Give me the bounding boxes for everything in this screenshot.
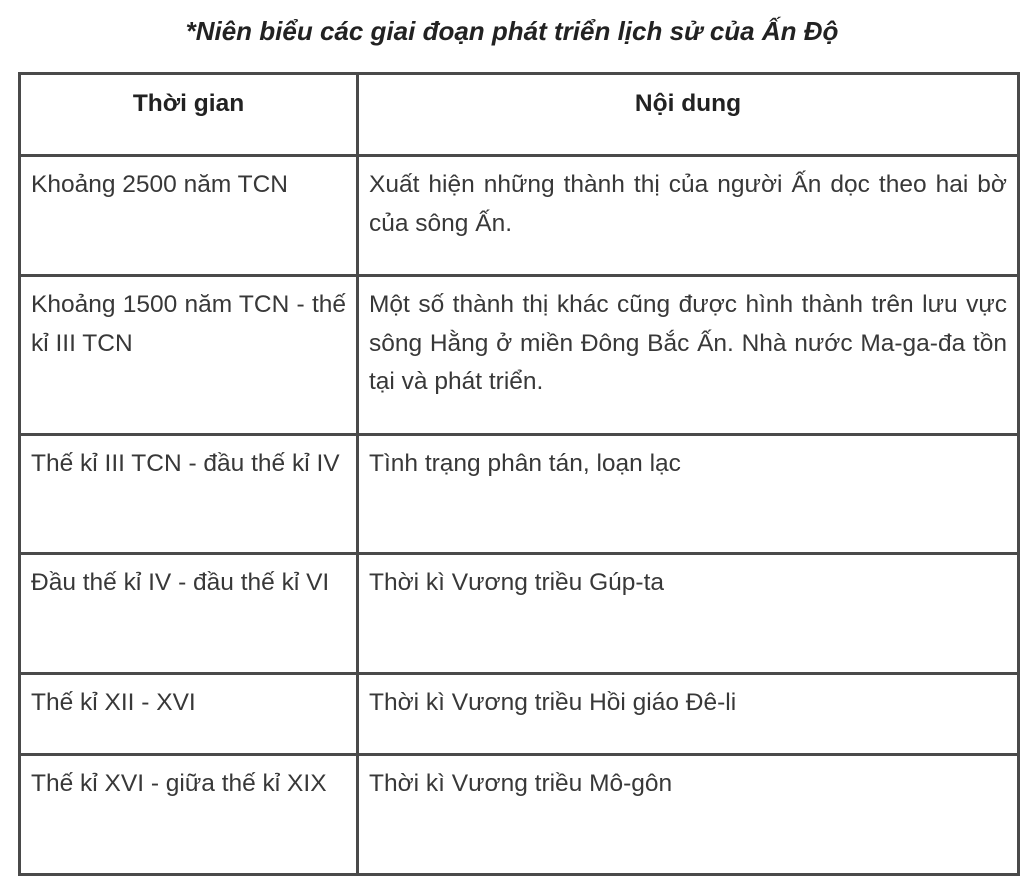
header-content: Nội dung: [358, 74, 1019, 156]
cell-time: Khoảng 2500 năm TCN: [20, 156, 358, 276]
table-row: [20, 674, 1019, 755]
table-row: [20, 156, 1019, 276]
header-time: Thời gian: [20, 74, 358, 156]
table-header-row: [20, 74, 1019, 156]
cell-time: Thế kỉ XII - XVI: [20, 674, 358, 755]
cell-time: Thế kỉ XVI - giữa thế kỉ XIX: [20, 755, 358, 875]
document-title: *Niên biểu các giai đoạn phát triển lịch sử của Ấn Độ: [185, 16, 839, 46]
table-row: [20, 554, 1019, 674]
cell-time: Đầu thế kỉ IV - đầu thế kỉ VI: [20, 554, 358, 674]
cell-content: Một số thành thị khác cũng được hình thành trên lưu vực sông Hằng ở miền Đông Bắc Ấn. Nhà nước Ma-ga-đa tồn tại và phát triển.: [358, 276, 1019, 435]
cell-time: Thế kỉ III TCN - đầu thế kỉ IV: [20, 435, 358, 554]
cell-time: Khoảng 1500 năm TCN - thế kỉ III TCN: [20, 276, 358, 435]
table-row: [20, 435, 1019, 554]
cell-content: Xuất hiện những thành thị của người Ấn dọc theo hai bờ của sông Ấn.: [358, 156, 1019, 276]
table-row: [20, 755, 1019, 875]
cell-content: Thời kì Vương triều Mô-gôn: [358, 755, 1019, 875]
chronology-table: [18, 72, 1020, 876]
table-row: [20, 276, 1019, 435]
cell-content: Tình trạng phân tán, loạn lạc: [358, 435, 1019, 554]
cell-content: Thời kì Vương triều Hồi giáo Đê-li: [358, 674, 1019, 755]
cell-content: Thời kì Vương triều Gúp-ta: [358, 554, 1019, 674]
